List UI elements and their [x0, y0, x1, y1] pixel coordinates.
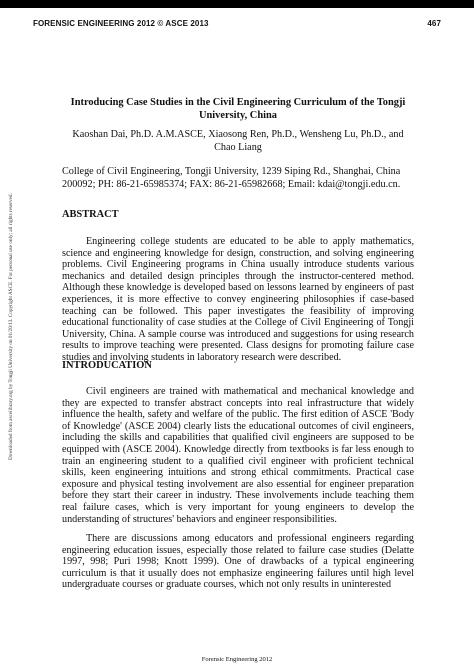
introduction-heading: INTRODUCATION — [62, 360, 152, 371]
abstract-text: Engineering college students are educated to be able to apply mathematics, science and engineering knowledge for design, construction, and solving engineering problems. Civil Engineering programs in China usually introduce students various mechanics and detailed design principles through the instructor-centered method. Although these knowledge is developed based on lessons learned by engineers of past experiences, it is more effective to convey engineering philosophies if case-based teaching can be followed. This paper investigates the feasibility of improving educational functionality of case studies at the College of Civil Engineering of Tongji University, China. A sample course was introduced and suggestions for using research results to improve teaching were presented. Class designs for promoting failure case studies and involving students in laboratory research were described. — [62, 236, 414, 363]
header-bar — [0, 0, 474, 8]
abstract-heading: ABSTRACT — [62, 209, 119, 220]
affiliation: College of Civil Engineering, Tongji University, 1239 Siping Rd., Shanghai, China 200092; PH: 86-21-65985374; FAX: 86-21-65982668; Email: kdai@tongji.edu.cn. — [62, 166, 401, 190]
download-notice: Downloaded from ascelibrary.org by Tongji University on 01/20/13. Copyright ASCE. For personal use only; all rights reserved. — [8, 193, 14, 460]
introduction-paragraph-2: There are discussions among educators and professional engineers regarding engineering education issues, especially those related to failure case studies (Delatte 1997, 998; Puri 1998; Knott 1999). One of drawbacks of a typical engineering curriculum is that it usually does not emphasize engineering failures until high level undergraduate courses or graduate courses, which not only results in uninterested — [62, 533, 414, 591]
running-head — [33, 19, 441, 33]
page-number: 467 — [427, 19, 441, 28]
page-footer: Forensic Engineering 2012 — [201, 656, 273, 663]
paper-title: Introducing Case Studies in the Civil Engineering Curriculum of the Tongji University, China — [70, 97, 406, 121]
introduction-paragraph-1: Civil engineers are trained with mathematical and mechanical knowledge and they are expected to transfer abstract concepts into real infrastructure that widely influence the health, safety and welfare of the public. The first edition of ASCE 'Body of Knowledge' (ASCE 2004) clearly lists the educational outcomes of civil engineers, including the skills and capabilities that qualified civil engineers are supposed to be equipped with (ASCE 2004). Knowledge directly from textbooks is far less enough to train an engineering student to a qualified civil engineer with proficient technical skills, keen engineering intuitions and strong ethical commitments. Practical case exposure and physical testing involvement are also essential for engineer preparation before they start their career in industry. These involvements include teaching them real failure cases, which is very important for young engineers to develop the understanding of structures' behaviors and engineer responsibilities. — [62, 386, 414, 525]
author-list: Kaoshan Dai, Ph.D. A.M.ASCE, Xiaosong Ren, Ph.D., Wensheng Lu, Ph.D., and Chao Liang — [72, 129, 404, 153]
running-head-title: FORENSIC ENGINEERING 2012 © ASCE 2013 — [33, 19, 209, 28]
